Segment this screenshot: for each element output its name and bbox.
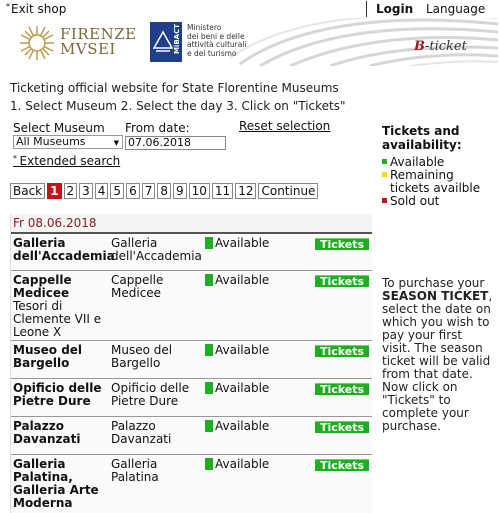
availability-status xyxy=(205,274,269,287)
reset-selection-link[interactable]: Reset selection xyxy=(239,119,331,133)
mibact-label: MiBACT xyxy=(173,24,181,55)
museum-name xyxy=(13,344,109,370)
firenze-musei-line1: FIRENZE xyxy=(60,25,137,43)
table-row xyxy=(11,234,372,271)
availability-legend xyxy=(382,124,494,208)
pager-page-12[interactable]: 12 xyxy=(235,183,256,199)
available-indicator-icon xyxy=(205,382,213,394)
asterisk-icon: * xyxy=(13,154,20,163)
tickets-button[interactable]: Tickets xyxy=(315,275,369,287)
exit-shop-label: Exit shop xyxy=(11,2,67,16)
museum-select-value: All Museums xyxy=(16,135,86,148)
language-link[interactable]: Language xyxy=(426,2,486,16)
tickets-button[interactable]: Tickets xyxy=(315,421,369,433)
pager-page-1[interactable]: 1 xyxy=(47,183,61,199)
ministero-line: dei beni e delle xyxy=(187,31,245,41)
remaining-square-icon xyxy=(382,172,387,177)
museum-name-text: Palazzo Davanzati xyxy=(13,419,81,446)
museum-name xyxy=(13,274,109,339)
pager-page-2[interactable]: 2 xyxy=(64,183,78,199)
museum-name xyxy=(13,236,115,263)
museum-description: Cappelle Medicee xyxy=(111,273,164,300)
pager-continue-button[interactable]: Continue xyxy=(258,183,318,199)
availability-status xyxy=(205,420,269,433)
availability-status xyxy=(205,344,269,357)
tickets-button[interactable]: Tickets xyxy=(315,345,369,357)
museum-select[interactable] xyxy=(13,135,123,149)
museum-name xyxy=(13,382,109,408)
available-indicator-icon xyxy=(205,237,213,249)
availability-label: Available xyxy=(215,343,270,357)
site-header xyxy=(0,18,499,66)
pager-page-10[interactable]: 10 xyxy=(189,183,210,199)
museum-name-text: Galleria Palatina, Galleria Arte Moderna xyxy=(13,457,99,510)
exit-shop-link[interactable] xyxy=(6,2,66,16)
museum-description: Museo del Bargello xyxy=(111,343,173,370)
museum-description: Galleria Palatina xyxy=(111,457,159,484)
museum-name-text: Cappelle Medicee xyxy=(13,273,72,300)
legend-label: Available xyxy=(390,155,445,169)
legend-title: Tickets and availability: xyxy=(382,124,462,152)
table-row xyxy=(11,379,372,417)
museum-name-text: Museo del Bargello xyxy=(13,343,83,370)
pager-page-5[interactable]: 5 xyxy=(110,183,124,199)
season-ticket-info xyxy=(382,277,494,433)
extended-search-label: Extended search xyxy=(19,154,121,168)
legend-item-remaining xyxy=(382,169,494,195)
bticket-suffix: -ticket xyxy=(425,39,467,54)
asterisk-icon: * xyxy=(6,2,10,11)
museum-description: Opificio delle Pietre Dure xyxy=(111,381,190,408)
table-row xyxy=(11,455,372,513)
sold-out-square-icon xyxy=(382,198,387,203)
ministero-line: attività culturali xyxy=(187,40,247,49)
available-indicator-icon xyxy=(205,458,213,470)
date-pager xyxy=(10,183,318,199)
museum-description: Palazzo Davanzati xyxy=(111,419,172,446)
pager-page-4[interactable]: 4 xyxy=(95,183,109,199)
available-square-icon xyxy=(382,159,387,164)
availability-status xyxy=(205,237,269,250)
pager-page-7[interactable]: 7 xyxy=(142,183,156,199)
extended-search-link[interactable] xyxy=(13,154,120,168)
pager-page-8[interactable]: 8 xyxy=(157,183,171,199)
legend-label: Sold out xyxy=(390,194,440,208)
availability-label: Available xyxy=(215,236,270,250)
available-indicator-icon xyxy=(205,344,213,356)
instructions-steps: 1. Select Museum 2. Select the day 3. Click on "Tickets" xyxy=(10,99,346,113)
legend-list xyxy=(382,156,494,208)
season-text-pre: To purchase your xyxy=(382,276,485,290)
table-row xyxy=(11,341,372,379)
login-link[interactable]: Login xyxy=(376,2,414,16)
firenze-musei-sun-icon xyxy=(18,24,56,62)
table-row xyxy=(11,271,372,341)
mibact-emblem-icon xyxy=(152,28,174,54)
day-heading: Fr 08.06.2018 xyxy=(11,214,372,234)
pager-page-6[interactable]: 6 xyxy=(126,183,140,199)
museum-name-text: Opificio delle Pietre Dure xyxy=(13,381,102,408)
ministero-text xyxy=(187,24,247,58)
museum-name xyxy=(13,420,109,446)
availability-label: Available xyxy=(215,419,270,433)
from-date-input[interactable]: 07.06.2018 xyxy=(125,136,226,150)
top-bar xyxy=(0,0,499,18)
pager-page-11[interactable]: 11 xyxy=(212,183,233,199)
availability-label: Available xyxy=(215,457,270,471)
bticket-logo xyxy=(414,39,467,54)
pager-back-button[interactable]: Back xyxy=(10,183,45,199)
ministero-line: Ministero xyxy=(187,23,222,32)
ministero-line: e del turismo xyxy=(187,48,237,58)
divider xyxy=(366,1,367,17)
search-form xyxy=(10,118,372,174)
museum-list xyxy=(10,214,372,513)
firenze-musei-line2: MVSEI xyxy=(60,40,116,58)
museum-subtitle: Tesori di Clemente VII e Leone X xyxy=(13,299,102,339)
bticket-prefix: B xyxy=(414,39,425,54)
tickets-button[interactable]: Tickets xyxy=(315,459,369,471)
chevron-down-icon: ▼ xyxy=(113,139,119,147)
legend-label: Remaining tickets availble xyxy=(390,168,481,195)
museum-label: Select Museum xyxy=(13,121,105,135)
availability-status xyxy=(205,382,269,395)
tickets-button[interactable]: Tickets xyxy=(315,383,369,395)
availability-status xyxy=(205,458,269,471)
table-row xyxy=(11,417,372,455)
season-text-bold: SEASON TICKET xyxy=(382,289,489,303)
availability-label: Available xyxy=(215,381,270,395)
availability-label: Available xyxy=(215,273,270,287)
available-indicator-icon xyxy=(205,274,213,286)
pager-page-3[interactable]: 3 xyxy=(79,183,93,199)
firenze-musei-logo xyxy=(60,27,137,57)
legend-item-sold-out xyxy=(382,195,494,208)
pager-page-9[interactable]: 9 xyxy=(173,183,187,199)
season-text-post: , select the date on which you wish to pay your first visit. The season ticket will be valid from that date. Now click on "Tickets" to complete your purchase. xyxy=(382,289,493,433)
page-subtitle: Ticketing official website for State Florentine Museums xyxy=(10,81,339,95)
museum-name xyxy=(13,458,109,510)
museum-description: Galleria dell'Accademia xyxy=(111,236,202,263)
available-indicator-icon xyxy=(205,420,213,432)
museum-name-text: Galleria dell'Accademia xyxy=(13,236,115,263)
from-date-label: From date: xyxy=(125,121,190,135)
tickets-button[interactable]: Tickets xyxy=(315,238,369,250)
